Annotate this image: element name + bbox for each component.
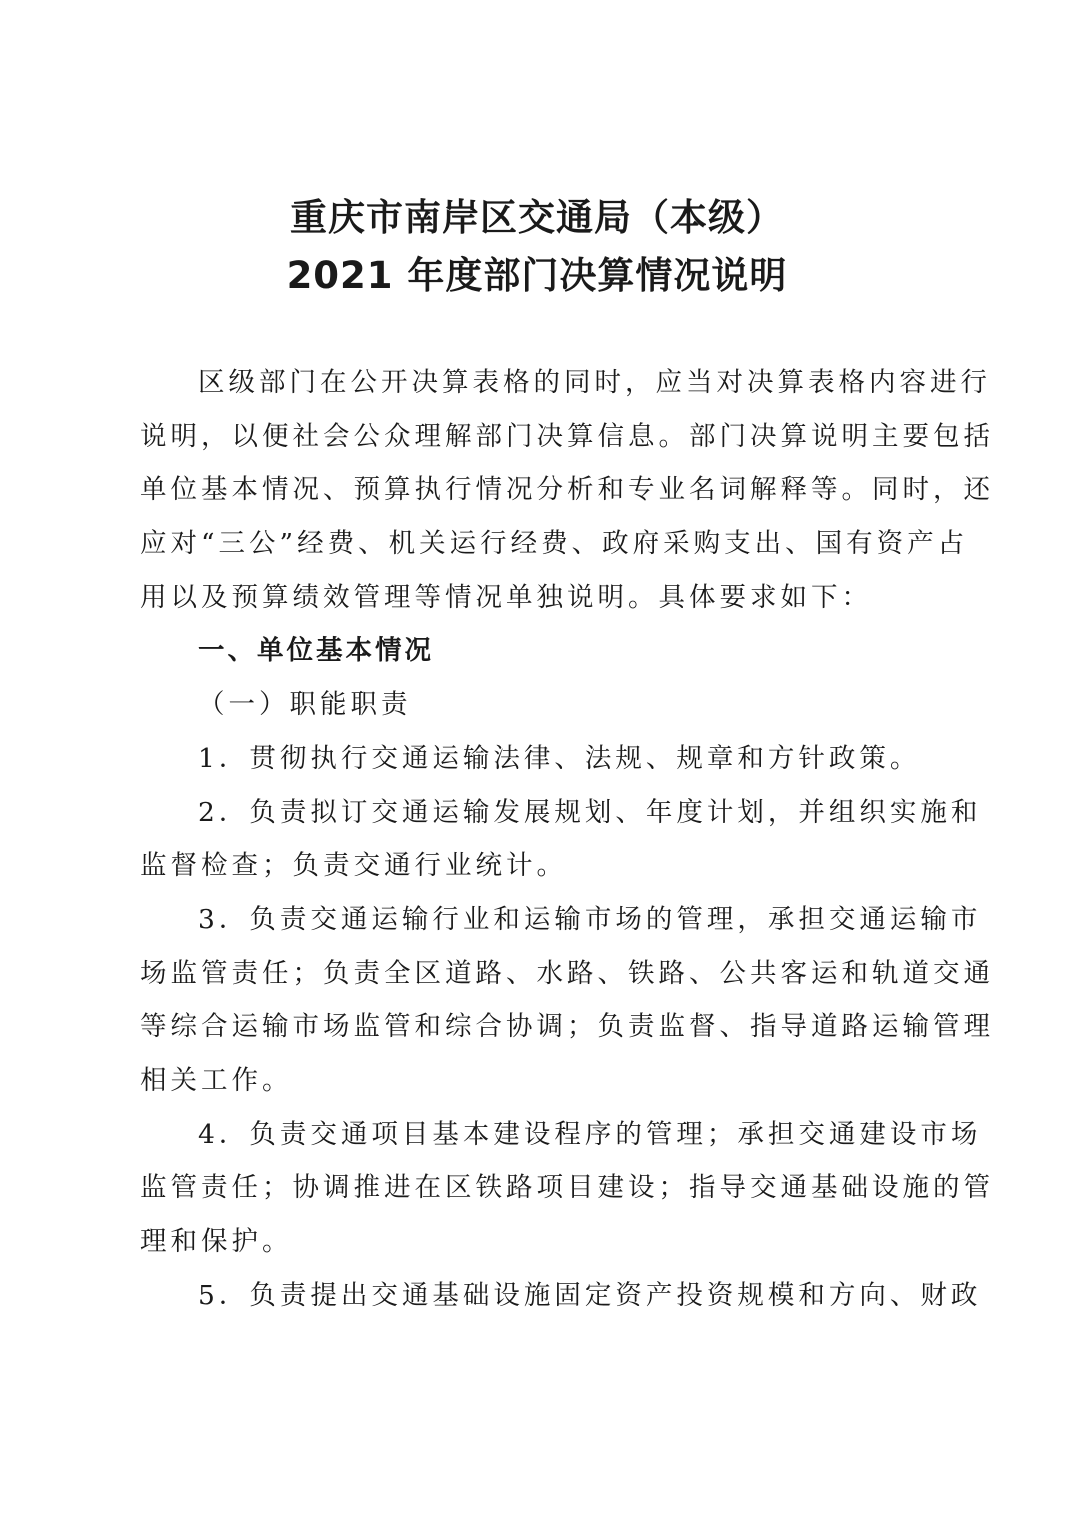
intro-paragraph-line: 应对“三公”经费、机关运行经费、政府采购支出、国有资产占 xyxy=(140,528,969,560)
document-title-line2: 2021 年度部门决算情况说明 xyxy=(286,254,788,297)
list-item-line: 监管责任；协调推进在区铁路项目建设；指导交通基础设施的管 xyxy=(140,1172,994,1204)
list-item-line: 场监管责任；负责全区道路、水路、铁路、公共客运和轨道交通 xyxy=(140,957,994,989)
section-heading: 一、单位基本情况 xyxy=(198,635,434,667)
list-item-line: 理和保护。 xyxy=(140,1226,293,1257)
document-body xyxy=(140,356,994,1322)
list-item-line: 监督检查；负责交通行业统计。 xyxy=(140,850,567,882)
list-item-line: 1．贯彻执行交通运输法律、法规、规章和方针政策。 xyxy=(198,742,921,774)
list-item-line: 等综合运输市场监管和综合协调；负责监督、指导道路运输管理 xyxy=(140,1011,994,1043)
intro-paragraph-line: 说明，以便社会公众理解部门决算信息。部门决算说明主要包括 xyxy=(140,420,994,452)
list-item-line: 相关工作。 xyxy=(140,1064,293,1096)
list-item-line: 4．负责交通项目基本建设程序的管理；承担交通建设市场 xyxy=(198,1118,982,1150)
intro-paragraph-line: 单位基本情况、预算执行情况分析和专业名词解释等。同时，还 xyxy=(140,474,994,506)
document-title-line1: 重庆市南岸区交通局（本级） xyxy=(290,196,784,239)
intro-paragraph-line: 用以及预算绩效管理等情况单独说明。具体要求如下： xyxy=(140,581,872,613)
list-item-line: 3．负责交通运输行业和运输市场的管理，承担交通运输市 xyxy=(198,903,982,935)
intro-paragraph-line: 区级部门在公开决算表格的同时，应当对决算表格内容进行 xyxy=(198,367,991,398)
list-item-line: 5．负责提出交通基础设施固定资产投资规模和方向、财政 xyxy=(198,1279,982,1311)
subsection-heading: （一）职能职责 xyxy=(198,689,412,721)
list-item-line: 2．负责拟订交通运输发展规划、年度计划，并组织实施和 xyxy=(198,796,982,828)
